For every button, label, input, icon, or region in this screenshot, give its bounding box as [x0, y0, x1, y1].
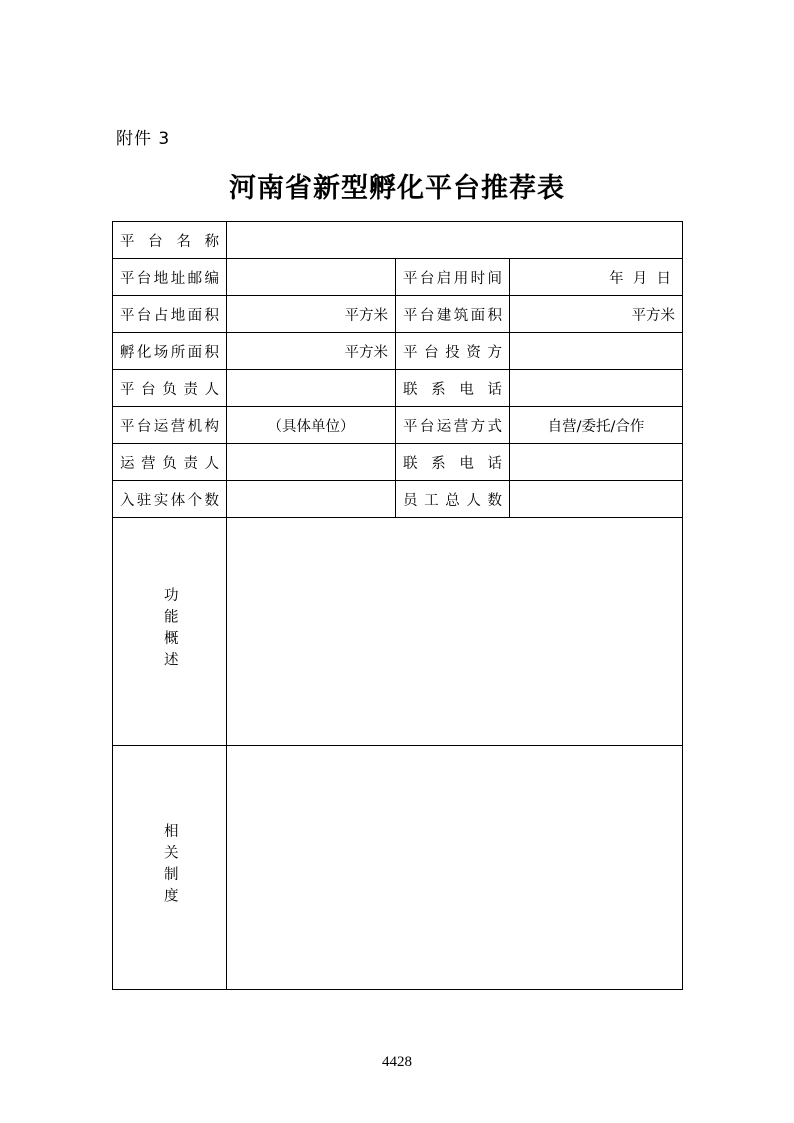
building-area-field[interactable]: 平方米 — [510, 296, 683, 333]
incubation-area-label: 孵化场所面积 — [113, 333, 227, 370]
related-system-field[interactable] — [227, 746, 683, 990]
related-system-label-cell — [113, 746, 227, 990]
row-area — [113, 296, 683, 333]
platform-name-field[interactable] — [227, 222, 683, 259]
contact-phone-label-2: 联系电话 — [396, 444, 510, 481]
staff-total-label: 员工总人数 — [396, 481, 510, 518]
row-operator — [113, 407, 683, 444]
incubation-area-field[interactable]: 平方米 — [227, 333, 396, 370]
operator-org-field[interactable]: （具体单位） — [227, 407, 396, 444]
contact-phone-field[interactable] — [510, 370, 683, 407]
investor-label: 平台投资方 — [396, 333, 510, 370]
attachment-label: 附件 3 — [116, 129, 171, 149]
operation-mode-label: 平台运营方式 — [396, 407, 510, 444]
related-system-label: 相关制度 — [161, 822, 178, 909]
row-principal — [113, 370, 683, 407]
row-platform-name — [113, 222, 683, 259]
form-title: 河南省新型孵化平台推荐表 — [229, 173, 565, 204]
function-overview-field[interactable] — [227, 518, 683, 746]
principal-field[interactable] — [227, 370, 396, 407]
function-overview-label: 功能概述 — [161, 586, 178, 673]
operation-principal-field[interactable] — [227, 444, 396, 481]
operation-principal-label: 运营负责人 — [113, 444, 227, 481]
principal-label: 平台负责人 — [113, 370, 227, 407]
function-overview-label-cell — [113, 518, 227, 746]
land-area-label: 平台占地面积 — [113, 296, 227, 333]
operation-mode-field[interactable]: 自营/委托/合作 — [510, 407, 683, 444]
platform-name-label: 平台名称 — [113, 222, 227, 259]
entities-count-field[interactable] — [227, 481, 396, 518]
land-area-field[interactable]: 平方米 — [227, 296, 396, 333]
building-area-label: 平台建筑面积 — [396, 296, 510, 333]
row-operation-principal — [113, 444, 683, 481]
page-number: 4428 — [382, 1054, 412, 1070]
contact-phone-field-2[interactable] — [510, 444, 683, 481]
staff-total-field[interactable] — [510, 481, 683, 518]
entities-count-label: 入驻实体个数 — [113, 481, 227, 518]
row-function-overview — [113, 518, 683, 746]
address-postcode-field[interactable] — [227, 259, 396, 296]
address-postcode-label: 平台地址邮编 — [113, 259, 227, 296]
investor-field[interactable] — [510, 333, 683, 370]
contact-phone-label: 联系电话 — [396, 370, 510, 407]
row-entities — [113, 481, 683, 518]
start-time-field[interactable]: 年 月 日 — [510, 259, 683, 296]
row-address — [113, 259, 683, 296]
start-time-label: 平台启用时间 — [396, 259, 510, 296]
row-related-system — [113, 746, 683, 990]
recommendation-form-table — [112, 221, 683, 990]
row-incubation — [113, 333, 683, 370]
operator-org-label: 平台运营机构 — [113, 407, 227, 444]
